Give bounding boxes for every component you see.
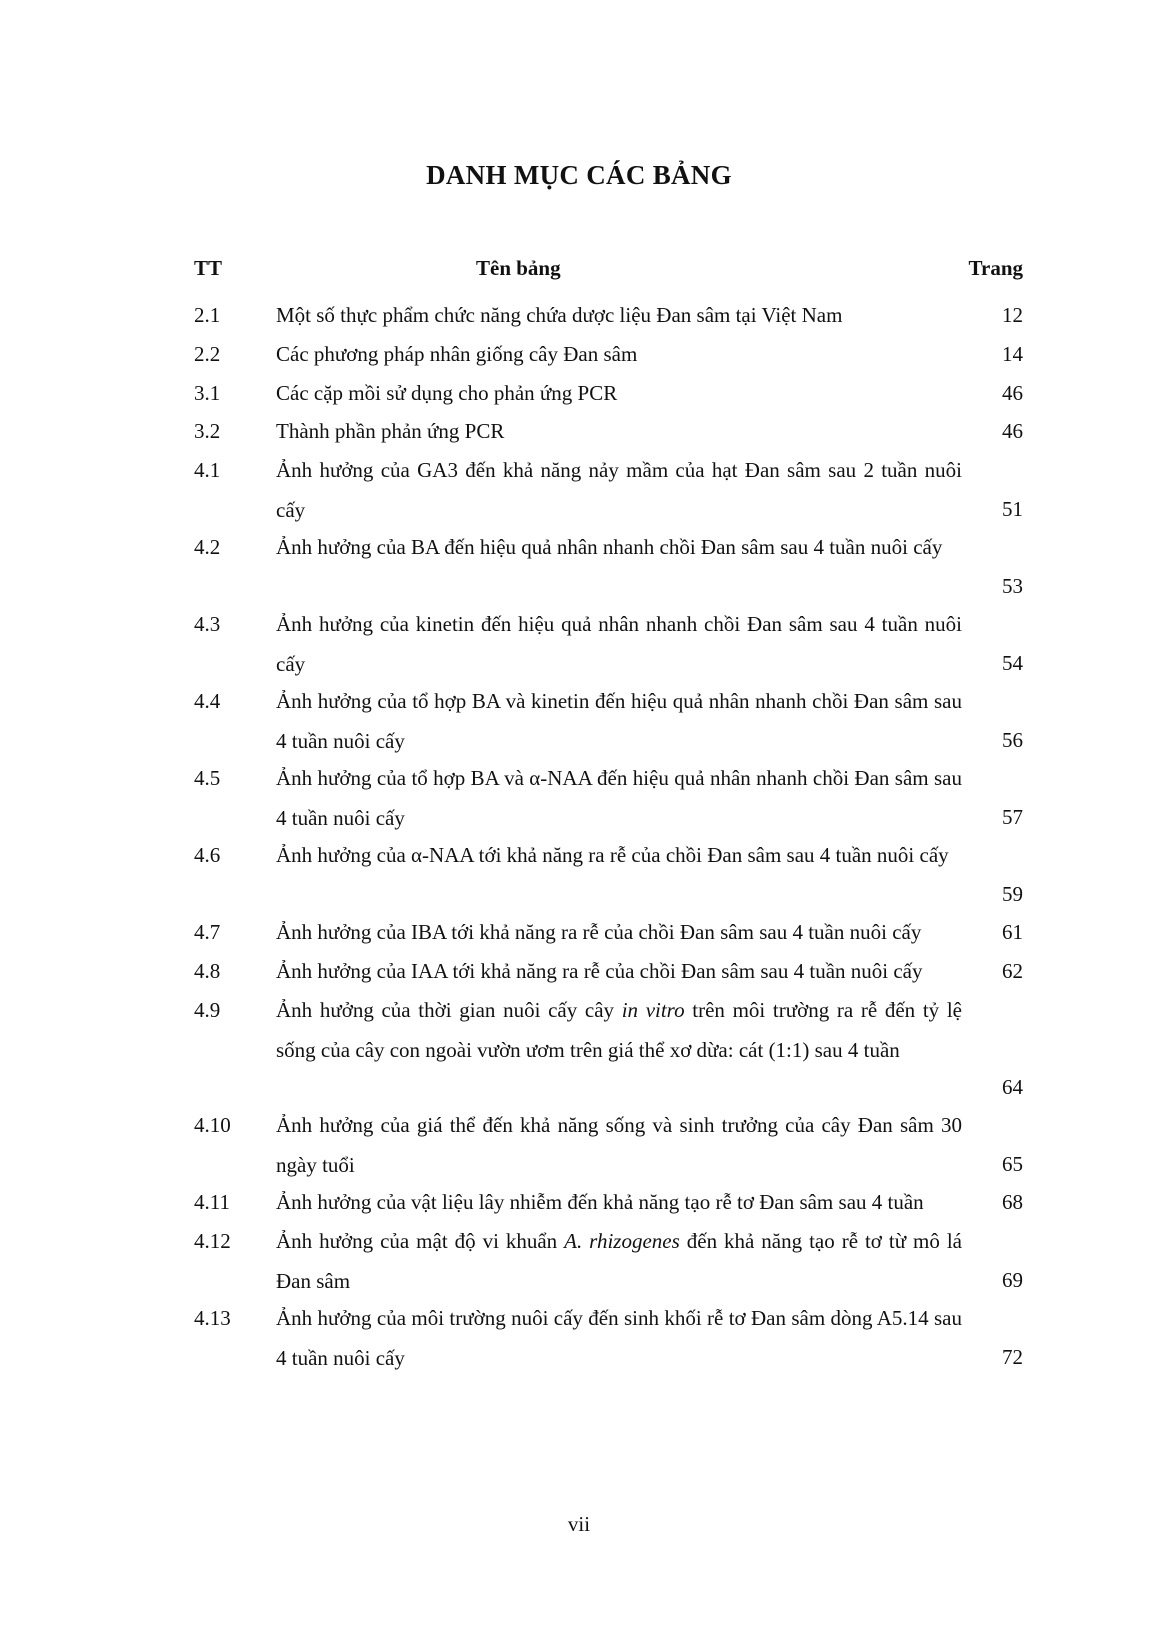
row-page: 62 xyxy=(1002,959,1023,983)
row-number: 4.12 xyxy=(194,1229,231,1253)
row-number: 4.2 xyxy=(194,535,221,559)
row-number: 4.9 xyxy=(194,998,221,1022)
row-page: 46 xyxy=(1002,419,1023,443)
row-number: 3.2 xyxy=(194,419,221,443)
row-page: 14 xyxy=(1002,342,1023,366)
row-page: 59 xyxy=(1002,881,1023,906)
page-title: DANH MỤC CÁC BẢNG xyxy=(426,160,732,190)
row-page: 54 xyxy=(1002,650,1023,675)
column-header-name: Tên bảng xyxy=(476,256,561,280)
page-number: vii xyxy=(567,1512,591,1536)
row-number: 4.4 xyxy=(194,689,221,713)
row-number: 4.6 xyxy=(194,843,221,867)
row-page: 64 xyxy=(1002,1075,1023,1100)
row-title: Các phương pháp nhân giống cây Đan sâm xyxy=(276,342,638,366)
row-title: Ảnh hưởng của GA3 đến khả năng nảy mầm của hạt Đan sâm sau 2 tuần nuôi cấy xyxy=(276,458,962,522)
row-number: 4.11 xyxy=(194,1190,230,1214)
row-title: Ảnh hưởng của môi trường nuôi cấy đến sinh khối rễ tơ Đan sâm dòng A5.14 sau 4 tuần nuôi cấy xyxy=(276,1306,962,1370)
row-title: Ảnh hưởng của tổ hợp BA và kinetin đến hiệu quả nhân nhanh chồi Đan sâm sau 4 tuần nuôi cấy xyxy=(276,689,962,753)
row-title: Ảnh hưởng của α-NAA tới khả năng ra rễ của chồi Đan sâm sau 4 tuần nuôi cấy xyxy=(276,843,949,867)
row-number: 4.3 xyxy=(194,612,221,636)
row-page: 65 xyxy=(1002,1151,1023,1176)
row-title: Ảnh hưởng của vật liệu lây nhiễm đến khả năng tạo rễ tơ Đan sâm sau 4 tuần xyxy=(276,1190,924,1214)
row-page: 57 xyxy=(1002,804,1023,829)
row-number: 4.7 xyxy=(194,920,221,944)
row-page: 56 xyxy=(1002,727,1023,752)
row-title: Ảnh hưởng của IAA tới khả năng ra rễ của chồi Đan sâm sau 4 tuần nuôi cấy xyxy=(276,959,923,983)
row-number: 2.1 xyxy=(194,303,221,327)
row-title-italic: in vitro xyxy=(621,998,685,1022)
row-number: 4.13 xyxy=(194,1306,231,1330)
row-page: 12 xyxy=(1002,303,1023,327)
row-page: 61 xyxy=(1002,920,1023,944)
row-title: Ảnh hưởng của giá thể đến khả năng sống và sinh trưởng của cây Đan sâm 30 ngày tuổi xyxy=(276,1113,962,1177)
row-title: Một số thực phẩm chức năng chứa dược liệu Đan sâm tại Việt Nam xyxy=(276,303,843,327)
row-page: 68 xyxy=(1002,1190,1023,1214)
row-page: 46 xyxy=(1002,381,1023,405)
row-number: 4.5 xyxy=(194,766,221,790)
row-page: 72 xyxy=(1002,1344,1023,1369)
row-title: Thành phần phản ứng PCR xyxy=(276,419,505,443)
column-header-page: Trang xyxy=(968,256,1023,280)
row-title: Ảnh hưởng của BA đến hiệu quả nhân nhanh chồi Đan sâm sau 4 tuần nuôi cấy xyxy=(276,535,943,559)
row-title xyxy=(276,1221,962,1301)
row-number: 2.2 xyxy=(194,342,221,366)
row-title xyxy=(276,990,962,1070)
row-title-part: đến khả năng tạo rễ tơ từ mô lá Đan sâm xyxy=(276,1229,962,1293)
row-number: 3.1 xyxy=(194,381,221,405)
row-number: 4.8 xyxy=(194,959,221,983)
row-title-part: trên môi trường ra rễ đến tỷ lệ sống của cây con ngoài vườn ươm trên giá thể xơ dừa: cát (1:1) sau 4 tuần xyxy=(276,998,962,1062)
row-number: 4.10 xyxy=(194,1113,231,1137)
row-page: 69 xyxy=(1002,1267,1023,1292)
column-header-tt: TT xyxy=(194,256,223,280)
row-number: 4.1 xyxy=(194,458,221,482)
row-title-part: Ảnh hưởng của thời gian nuôi cấy cây xyxy=(276,998,622,1022)
row-page: 53 xyxy=(1002,573,1023,598)
row-title: Ảnh hưởng của kinetin đến hiệu quả nhân nhanh chồi Đan sâm sau 4 tuần nuôi cấy xyxy=(276,612,962,676)
row-title: Các cặp mồi sử dụng cho phản ứng PCR xyxy=(276,381,618,405)
row-title: Ảnh hưởng của IBA tới khả năng ra rễ của chồi Đan sâm sau 4 tuần nuôi cấy xyxy=(276,920,922,944)
row-page: 51 xyxy=(1002,496,1023,521)
row-title: Ảnh hưởng của tổ hợp BA và α-NAA đến hiệu quả nhân nhanh chồi Đan sâm sau 4 tuần nuôi cấy xyxy=(276,766,962,830)
row-title-italic: A. rhizogenes xyxy=(564,1229,680,1253)
row-title-part: Ảnh hưởng của mật độ vi khuẩn xyxy=(276,1229,565,1253)
